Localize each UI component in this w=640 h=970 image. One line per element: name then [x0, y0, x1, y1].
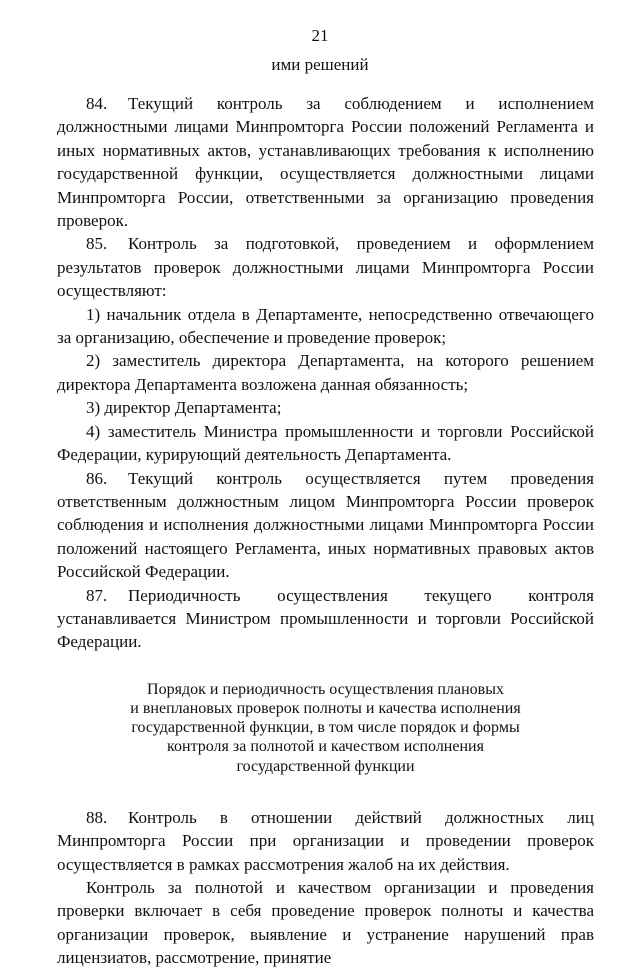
heading-line: государственной функции, в том числе порядок и формы — [131, 719, 520, 737]
paragraph-85 — [57, 232, 594, 302]
paragraph-text-continued: Контроль за полнотой и качеством организации и проведения проверки включает в себя проведение проверок полноты и качества организации проверок, выявление и устранение нарушений прав лицензиатов, рассмотрение, принятие — [57, 877, 594, 968]
paragraph-text: Периодичность осуществления текущего контроля устанавливается Министром промышленности и торговли Российской Федерации. — [57, 585, 594, 652]
list-item: 4) заместитель Министра промышленности и торговли Российской Федерации, курирующий деятельность Департамента. — [57, 421, 594, 465]
list-item: 3) директор Департамента; — [86, 398, 282, 418]
list-item: 2) заместитель директора Департамента, на которого решением директора Департамента возложена данная обязанность; — [57, 351, 594, 394]
list-item: 1) начальник отдела в Департаменте, непосредственно отвечающего за организацию, обеспечение и проведение проверок; — [57, 304, 594, 348]
paragraph-text: Контроль в отношении действий должностных лиц Минпромторга России при организации и проведении проверок осуществляется в рамках рассмотрения жалоб на их действия. — [57, 807, 594, 874]
paragraph-number: 88. — [86, 807, 108, 827]
paragraph-text: Текущий контроль осуществляется путем проведения ответственным должностным лицом Минпромторга России проверок соблюдения и исполнения должностными лицами Минпромторга России положений настоящего Регламента, иных нормативных правовых актов Российской Федерации. — [57, 468, 594, 582]
paragraph-number: 86. — [86, 468, 108, 488]
paragraph-88 — [57, 806, 594, 876]
paragraph-text: Контроль за подготовкой, проведением и оформлением результатов проверок должностными лицами Минпромторга России осуществляют: — [57, 234, 594, 301]
continuation-text: ими решений — [271, 55, 369, 74]
paragraph-text: Текущий контроль за соблюдением и исполнением должностными лицами Минпромторга России положений Регламента и иных нормативных актов, устанавливающих требования к исполнению государственной функции, осуществляется должностными лицами Минпромторга России, ответственными за организацию проведения проверок. — [57, 94, 594, 231]
heading-line: и внеплановых проверок полноты и качества исполнения — [130, 699, 521, 717]
heading-line: Порядок и периодичность осуществления плановых — [147, 680, 504, 698]
paragraph-number: 84. — [86, 94, 108, 113]
page-number: 21 — [311, 26, 329, 45]
paragraph-number: 87. — [86, 585, 108, 605]
section-heading — [57, 680, 594, 776]
paragraph-number: 85. — [86, 234, 108, 254]
paragraph-86 — [57, 467, 594, 584]
paragraph-87 — [57, 584, 594, 654]
paragraph-84 — [57, 92, 594, 232]
heading-line: государственной функции — [236, 757, 415, 775]
heading-line: контроля за полнотой и качеством исполнения — [167, 738, 484, 756]
document-body — [57, 92, 594, 970]
